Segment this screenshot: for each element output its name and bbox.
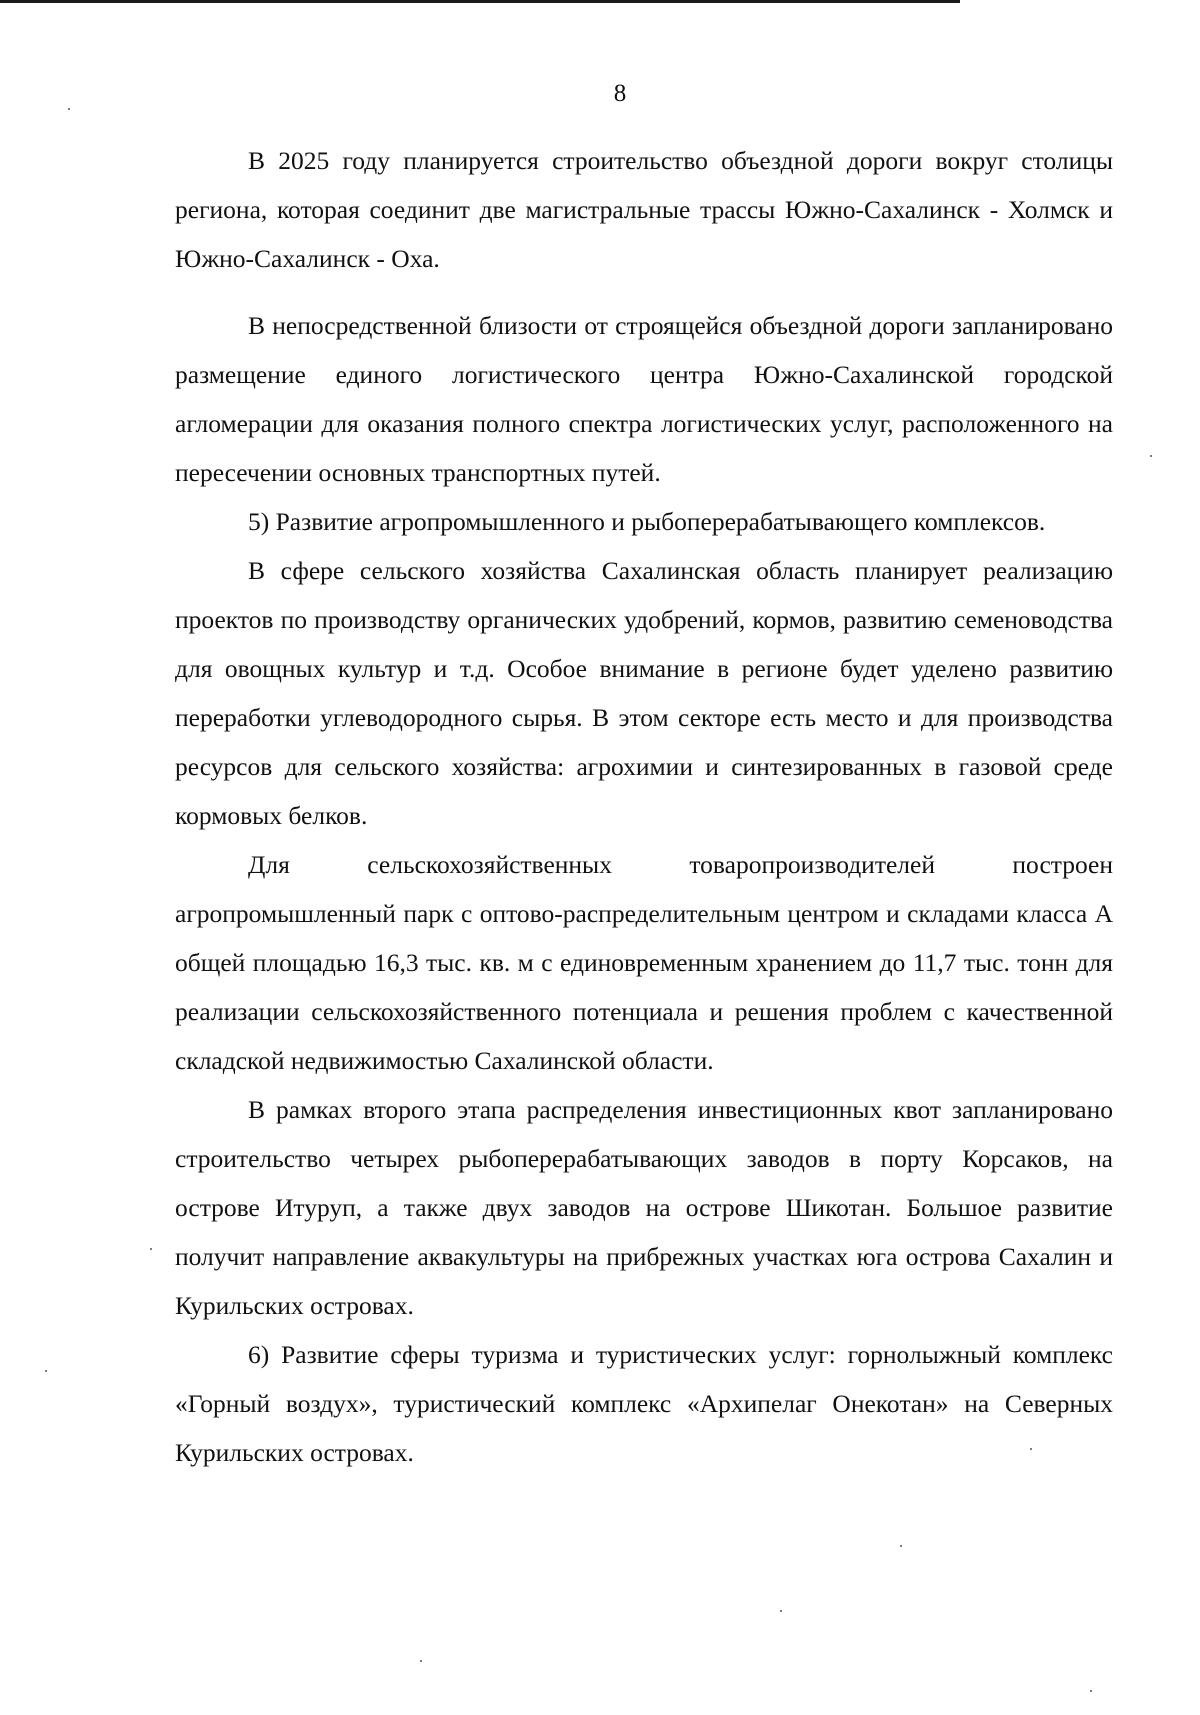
scan-speck (780, 1610, 782, 1612)
paragraph-agriculture: В сфере сельского хозяйства Сахалинская область планирует реализацию проектов по производству органических удобрений, кормов, развитию семеноводства для овощных культур и т.д. Особое внимание в регионе будет уделено развитию переработки углеводородного сырья. В этом секторе есть место и для производства ресурсов для сельского хозяйства: агрохимии и синтезированных в газовой среде кормовых белков. (175, 556, 1113, 830)
scan-speck (1150, 455, 1152, 457)
scan-speck (150, 1248, 152, 1250)
paragraph-section-6-tourism: 6) Развитие сферы туризма и туристических услуг: горнолыжный комплекс «Горный воздух», туристический комплекс «Архипелаг Онекотан» на Северных Курильских островах. (175, 1340, 1113, 1467)
scan-speck (1030, 1448, 1032, 1450)
scan-speck (68, 108, 70, 110)
page-number: 8 (613, 80, 627, 107)
paragraph-fish-processing: В рамках второго этапа распределения инвестиционных квот запланировано строительство четырех рыбоперерабатывающих заводов в порту Корсаков, на острове Итуруп, а также двух заводов на острове Шикотан. Большое развитие получит направление аквакультуры на прибрежных участках юга острова Сахалин и Курильских островах. (175, 1095, 1113, 1320)
scan-speck (45, 1370, 47, 1372)
scan-speck (420, 1660, 422, 1662)
scan-top-edge (0, 0, 960, 3)
paragraph-logistics-center: В непосредственной близости от строящейся объездной дороги запланировано размещение единого логистического центра Южно-Сахалинской городской агломерации для оказания полного спектра логистических услуг, расположенного на пересечении основных транспортных путей. (175, 311, 1113, 487)
paragraph-agro-park: Для сельскохозяйственных товаропроизводителей построен агропромышленный парк с оптово-распределительным центром и складами класса А общей площадью 16,3 тыс. кв. м с единовременным хранением до 11,7 тыс. тонн для реализации сельскохозяйственного потенциала и решения проблем с качественной складской недвижимостью Сахалинской области. (175, 850, 1113, 1075)
page-body (175, 136, 1113, 1477)
paragraph-section-5-heading: 5) Развитие агропромышленного и рыбоперерабатывающего комплексов. (248, 507, 1046, 536)
paragraph-bypass-road: В 2025 году планируется строительство объездной дороги вокруг столицы региона, которая соединит две магистральные трассы Южно-Сахалинск - Холмск и Южно-Сахалинск - Оха. (175, 146, 1113, 273)
scan-speck (900, 1545, 902, 1547)
scan-speck (1090, 1690, 1092, 1692)
